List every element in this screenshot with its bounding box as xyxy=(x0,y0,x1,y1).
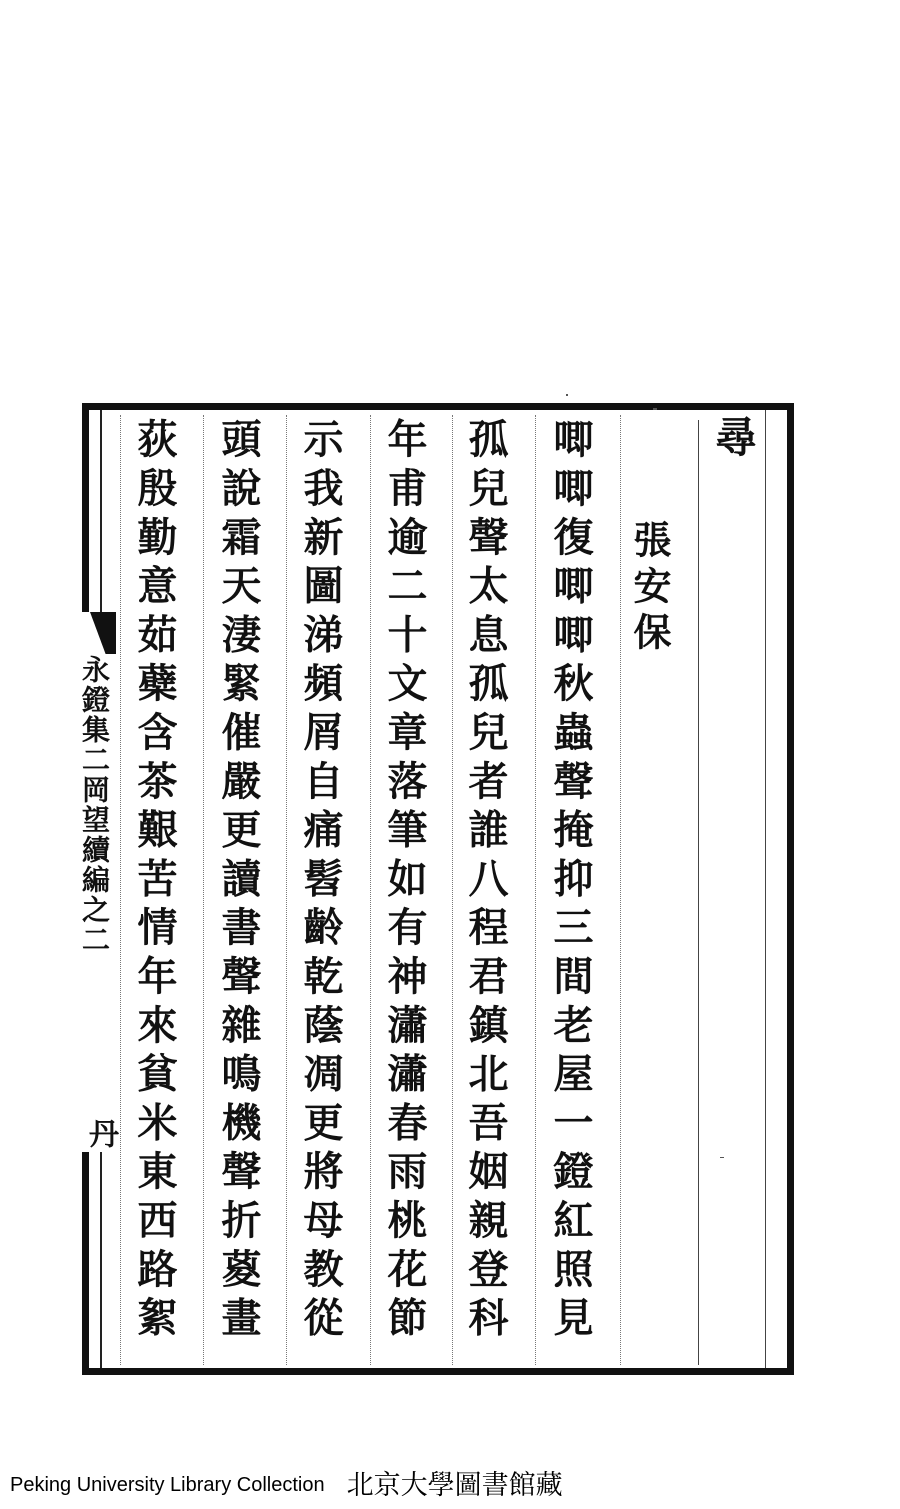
title-column-outer-rule xyxy=(765,410,766,1368)
column-divider xyxy=(452,415,453,1365)
page-border xyxy=(78,403,794,1375)
gutter-page-mark: 丹 xyxy=(83,1118,118,1148)
column-divider xyxy=(370,415,371,1365)
column-divider xyxy=(620,415,621,1365)
collection-label-en: Peking University Library Collection xyxy=(10,1473,325,1496)
scan-speck xyxy=(720,1157,724,1158)
poem-title: 尋 xyxy=(709,415,758,463)
collection-label-zh: 北京大學圖書館藏 xyxy=(346,1469,563,1501)
column-divider xyxy=(535,415,536,1365)
text-column: 頭說霜天淒緊催嚴更讀書聲雜鳴機聲折葼畫 xyxy=(215,418,262,1346)
column-divider xyxy=(203,415,204,1365)
footer xyxy=(10,1462,890,1502)
scan-speck xyxy=(653,408,657,410)
scan-speck xyxy=(566,394,568,396)
column-divider xyxy=(286,415,287,1365)
text-column: 年甫逾二十文章落筆如有神瀟瀟春雨桃花節 xyxy=(381,418,428,1346)
text-column: 示我新圖涕頻屑自痛髫齡乾蔭凋更將母教從 xyxy=(297,418,344,1346)
text-column: 孤兒聲太息孤兒者誰八程君鎮北吾姻親登科 xyxy=(462,418,509,1346)
title-column-rule xyxy=(698,420,699,1365)
poem-author: 張安保 xyxy=(627,520,672,658)
column-divider xyxy=(120,415,121,1365)
text-column: 唧唧復唧唧秋蟲聲掩抑三間老屋一鐙紅照見 xyxy=(547,418,594,1346)
text-column: 荻殷勤意茹蘗含茶艱苦情年來貧米東西路絮 xyxy=(131,418,178,1346)
gutter-book-title: 永鐙集二岡望續編之二 xyxy=(78,655,111,955)
